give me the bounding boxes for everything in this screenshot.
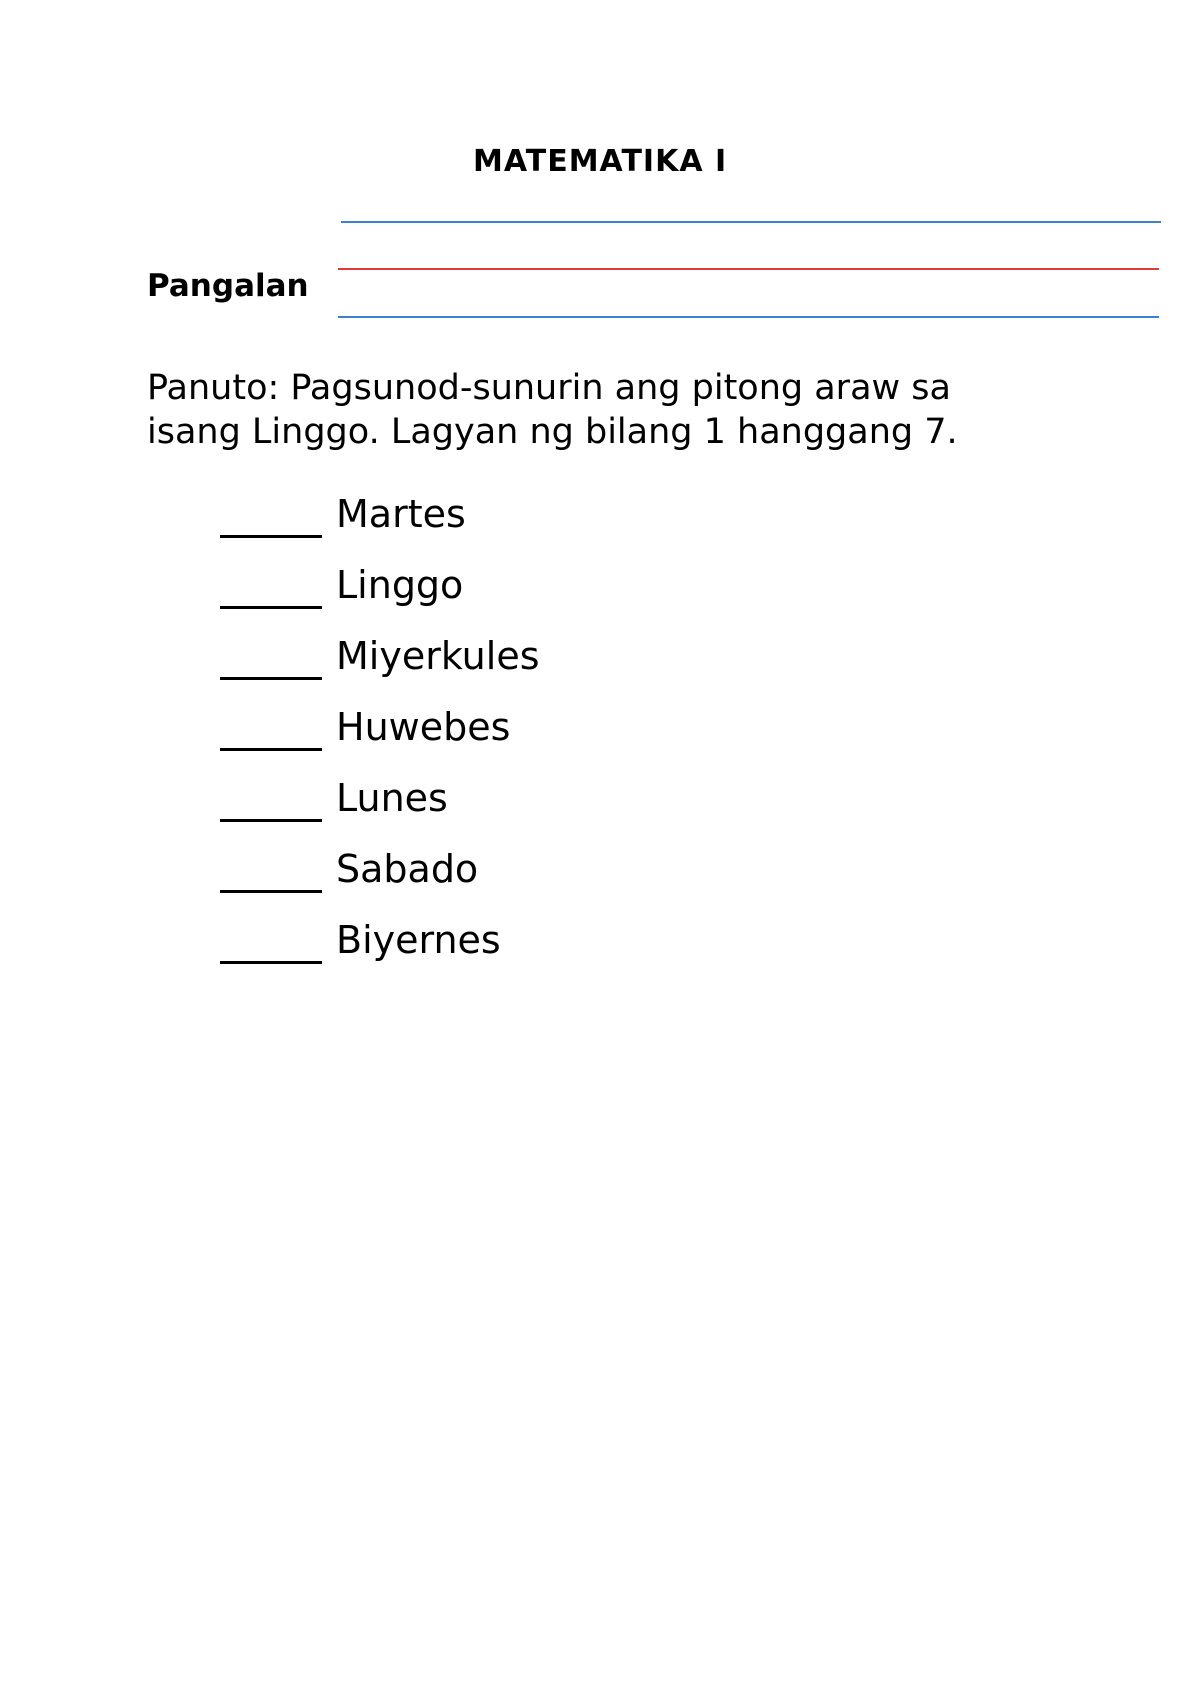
day-item bbox=[220, 845, 540, 916]
worksheet-title: MATEMATIKA I bbox=[473, 144, 728, 179]
answer-blank[interactable] bbox=[220, 845, 322, 893]
answer-blank[interactable] bbox=[220, 632, 322, 680]
instructions-line-1: Panuto: Pagsunod-sunurin ang pitong araw sa bbox=[147, 368, 951, 408]
writing-line-top bbox=[341, 221, 1161, 223]
writing-line-bottom bbox=[338, 316, 1159, 318]
day-item bbox=[220, 490, 540, 561]
instructions bbox=[147, 366, 1047, 454]
writing-line-middle bbox=[338, 268, 1159, 270]
day-label: Lunes bbox=[336, 776, 448, 820]
day-label: Huwebes bbox=[336, 705, 511, 749]
instructions-line-2: isang Linggo. Lagyan ng bilang 1 hanggang 7. bbox=[147, 412, 958, 452]
day-label: Sabado bbox=[336, 847, 479, 891]
day-label: Linggo bbox=[336, 563, 464, 607]
day-label: Martes bbox=[336, 492, 466, 536]
day-item bbox=[220, 916, 540, 987]
day-item bbox=[220, 703, 540, 774]
answer-blank[interactable] bbox=[220, 561, 322, 609]
answer-blank[interactable] bbox=[220, 916, 322, 964]
answer-blank[interactable] bbox=[220, 774, 322, 822]
answer-blank[interactable] bbox=[220, 490, 322, 538]
days-list bbox=[220, 490, 540, 987]
day-label: Biyernes bbox=[336, 918, 501, 962]
day-item bbox=[220, 632, 540, 703]
day-label: Miyerkules bbox=[336, 634, 540, 678]
day-item bbox=[220, 774, 540, 845]
day-item bbox=[220, 561, 540, 632]
name-label: Pangalan bbox=[147, 268, 309, 304]
answer-blank[interactable] bbox=[220, 703, 322, 751]
